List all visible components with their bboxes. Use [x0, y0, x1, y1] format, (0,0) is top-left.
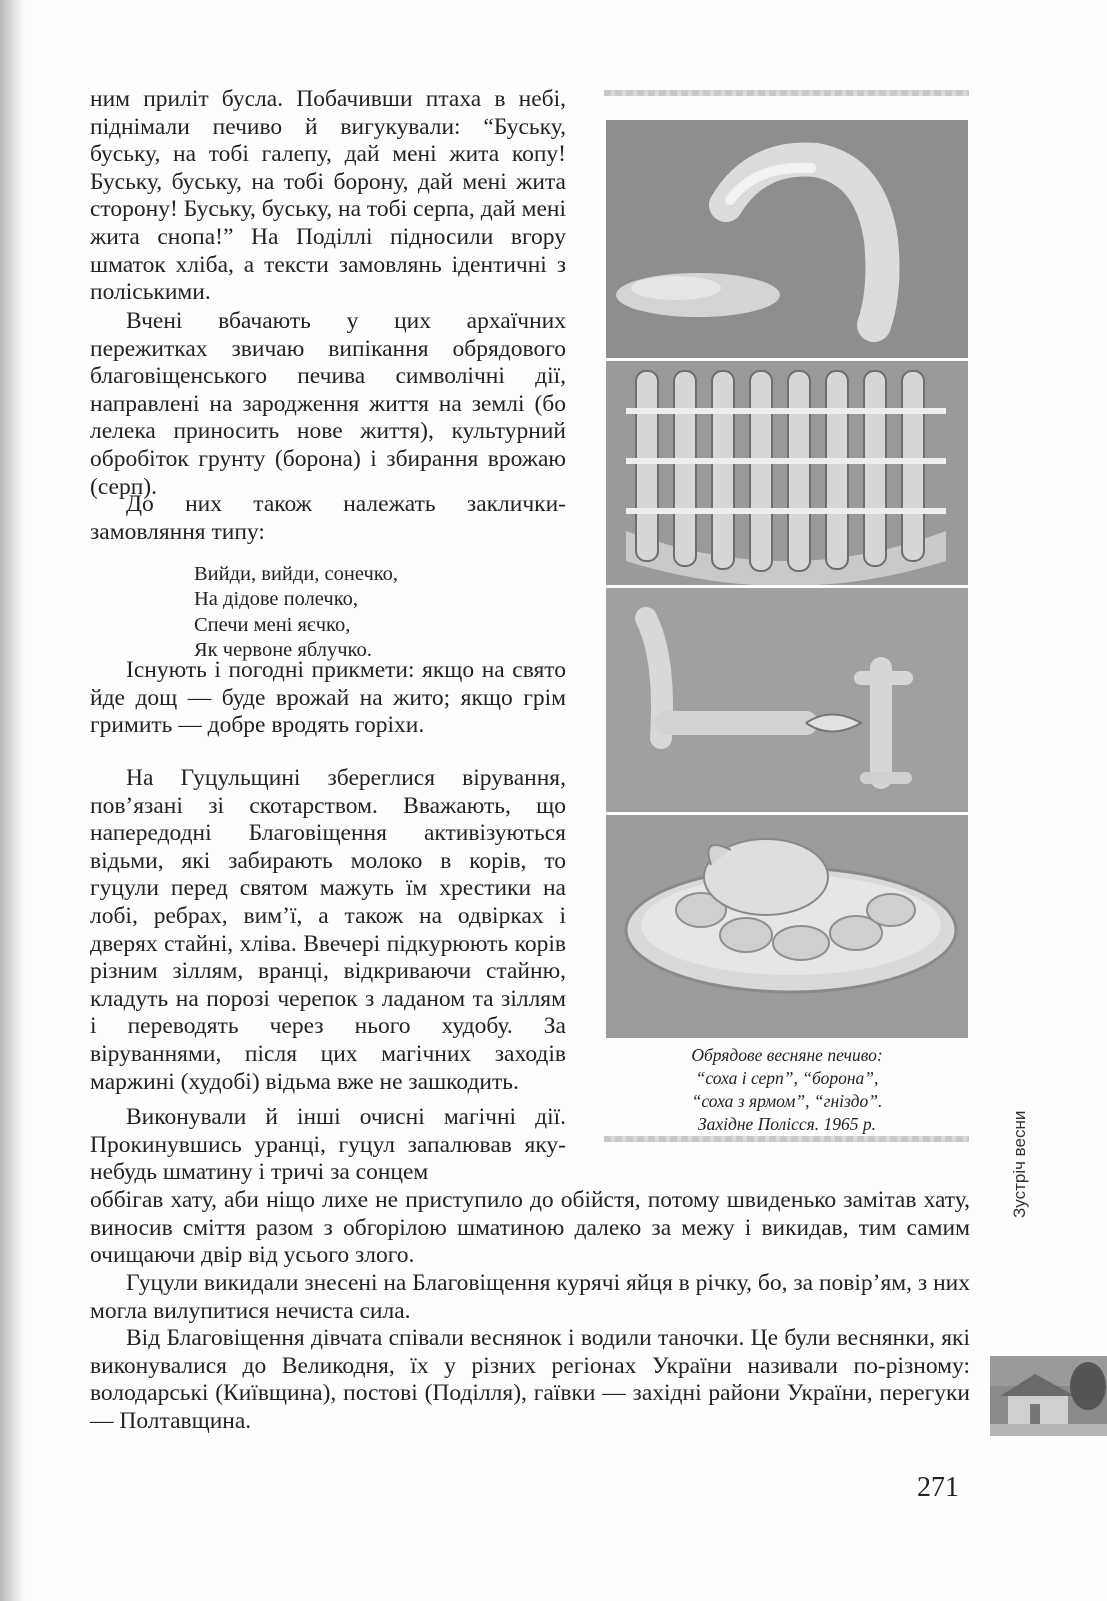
poem-line: Як червоне яблучко.	[194, 639, 372, 662]
figure-top-rule	[604, 90, 969, 96]
figure-caption	[606, 1044, 968, 1136]
poem-line: Спечи мені яєчко,	[194, 613, 351, 636]
paragraph-eggs-belief: Гуцули викидали знесені на Благовіщення курячі яйця в річку, бо, за повір’ям, з них могла вилупитися нечиста сила.	[90, 1270, 970, 1324]
paragraph-weather-signs: Існують і погодні прикмети: якщо на свято йде дощ — буде врожай на жито; якщо грім гримить — добре вродять горіхи.	[90, 657, 566, 739]
page-number: 271	[917, 1472, 959, 1503]
paragraph-stork-ritual: ним приліт бусла. Побачивши птаха в небі, піднімали печиво й вигукували: “Буську, буську, на тобі галепу, дай мені жита копу! Буську, буську, на тобі борону, дай мені жита сторону! Буську, буську, на тобі серпа, дай мені жита снопа!” На Поділлі підносили вгору шматок хліба, а тексти замовлянь ідентичні з поліськими.	[90, 86, 566, 306]
paragraph-hutsul-beliefs: На Гуцульщині збереглися вірування, пов’язані зі скотарством. Вважають, що напередодні Благовіщення активізуються відьми, які забирають молоко в корів, то гуцули перед святом мажуть їм хрестики на лобі, ребрах, вим’ї, а також на одвірках і дверях стайні, хліва. Ввечері підкурюють корів різним зіллям, вранці, відкриваючи стайню, кладуть на порозі черепок з ладаном та зіллям і переводять через нього худобу. За віруваннями, після цих магічних заходів маржині (худобі) відьма вже не зашкодить.	[90, 765, 566, 1095]
paragraph-cleansing-rites: Виконували й інші очисні магічні дії. Прокинувшись уранці, гуцул запалював яку-небудь шматину і тричі за сонцем	[90, 1104, 566, 1186]
paragraph-cleansing-rites-cont: оббігав хату, аби ніщо лихе не приступило до обійстя, потому швиденько замітав хату, виносив сміття разом з обгорілою шматиною далеко за межу і викидав, тим самим очищаючи двір від усього злого.	[90, 1187, 970, 1269]
photo-nest	[606, 815, 968, 1038]
chapter-thumbnail-image	[990, 1356, 1107, 1436]
photo-plough-with-yoke	[606, 588, 968, 812]
chapter-side-label: Зустріч весни	[1010, 1110, 1029, 1218]
paragraph-vesnianky: Від Благовіщення дівчата співали веснянок і водили таночки. Це були веснянки, які виконувалися до Великодня, їх у різних регіонах України називали по-різному: володарські (Київщина), постові (Поділля), гаївки — західні райони України, перегуки — Полтавщина.	[90, 1325, 970, 1434]
page-edge-shadow	[0, 0, 26, 1601]
poem-line: На дідове полечко,	[194, 588, 358, 611]
poem-line: Вийди, вийди, сонечко,	[194, 563, 399, 585]
caption-line: “соха з ярмом”, “гніздо”.	[691, 1091, 883, 1111]
figure-bottom-rule	[604, 1136, 969, 1142]
caption-line: “соха і серп”, “борона”,	[695, 1068, 879, 1088]
paragraph-scholars-interpretation: Вчені вбачають у цих архаїчних пережитках звичаю випікання обрядового благовіщенського печива символічні дії, направлені на зародження життя на землі (бо лелека приносить нове життя), культурний обробіток грунту (борона) і збирання врожаю (серп).	[90, 308, 566, 500]
photo-plough-and-sickle	[606, 120, 968, 358]
poem-sun-incantation	[194, 562, 398, 664]
caption-line: Західне Полісся. 1965 р.	[697, 1114, 877, 1134]
photo-harrow	[606, 361, 968, 585]
caption-line: Обрядове весняне печиво:	[691, 1045, 883, 1065]
paragraph-incantations-intro: До них також належать заклички-замовляння типу:	[90, 491, 566, 545]
